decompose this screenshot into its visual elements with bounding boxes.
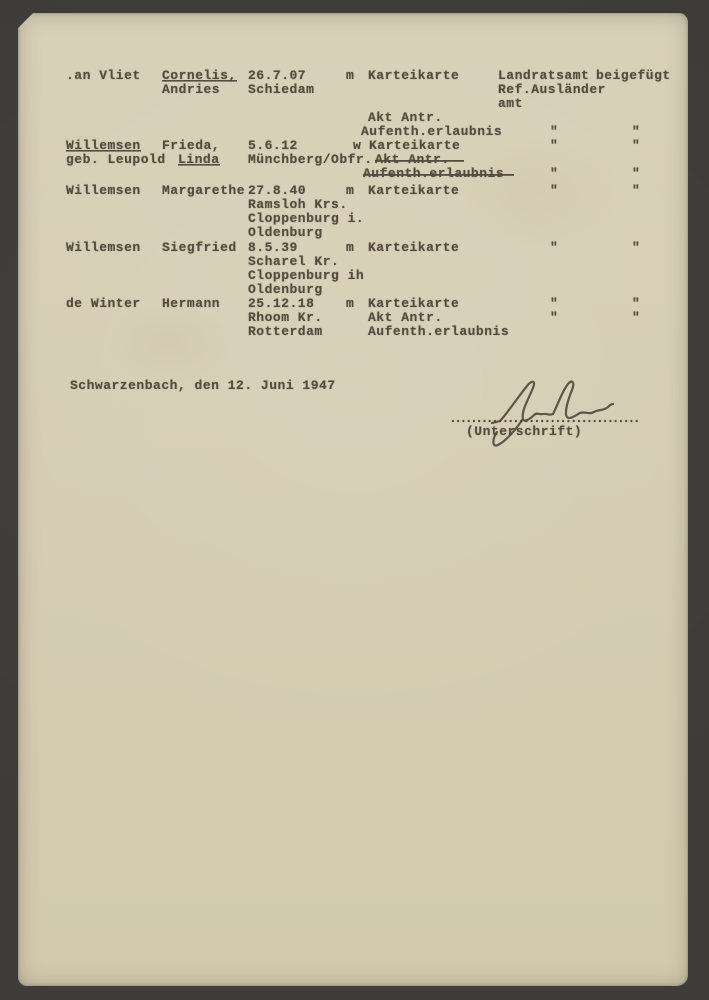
ditto-mark: ": [550, 183, 559, 198]
typed-text: Akt Antr.: [368, 310, 443, 325]
typed-text: Aufenth.erlaubnis: [368, 324, 510, 339]
typed-text: Karteikarte: [368, 68, 460, 83]
typed-text: Münchberg/Obfr.: [248, 152, 373, 167]
dateline: Schwarzenbach, den 12. Juni 1947: [70, 378, 336, 393]
typed-text: Akt Antr.: [375, 153, 464, 167]
typed-text: 27.8.40: [248, 183, 307, 198]
typed-text: beigefügt: [596, 68, 671, 83]
typed-text: Karteikarte: [368, 240, 460, 255]
ditto-mark: ": [632, 166, 641, 181]
ditto-mark: ": [550, 296, 559, 311]
ditto-mark: ": [632, 296, 641, 311]
typed-text: 26.7.07: [248, 68, 307, 83]
typed-text: 25.12.18: [248, 296, 315, 311]
typed-text: Ramsloh Krs.: [248, 197, 348, 212]
paper-corner-fold: [18, 13, 33, 28]
typed-text: Rhoom Kr.: [248, 310, 323, 325]
typed-text: Linda: [178, 152, 220, 167]
signature-caption: (Unterschrift): [466, 424, 583, 439]
typed-text: Landratsamt: [498, 68, 590, 83]
typed-text: .an Vliet: [66, 68, 141, 83]
typed-text: m: [346, 183, 355, 198]
typed-text: Oldenburg: [248, 225, 323, 240]
typed-text: w: [353, 138, 362, 153]
typed-text: Hermann: [162, 296, 221, 311]
typed-text: Willemsen: [66, 240, 141, 255]
typed-text: amt: [498, 96, 523, 111]
typed-text: Karteikarte: [368, 296, 460, 311]
typed-lines: [18, 13, 688, 986]
typed-text: 8.5.39: [248, 240, 298, 255]
typed-text: Aufenth.erlaubnis: [363, 167, 514, 181]
ditto-mark: ": [550, 138, 559, 153]
paper: [18, 13, 688, 986]
ditto-mark: ": [550, 124, 559, 139]
typed-text: Cloppenburg i.: [248, 211, 365, 226]
ditto-mark: ": [550, 166, 559, 181]
typed-text: Karteikarte: [368, 183, 460, 198]
typed-text: Scharel Kr.: [248, 254, 340, 269]
typed-text: Margarethe: [162, 183, 246, 198]
signature-dotted-line: ....................................: [449, 412, 639, 426]
typed-text: geb. Leupold: [66, 152, 166, 167]
ditto-mark: ": [632, 310, 641, 325]
ditto-mark: ": [550, 310, 559, 325]
typed-text: Frieda,: [162, 138, 221, 153]
typed-text: Karteikarte: [369, 138, 461, 153]
typed-text: Akt Antr.: [368, 110, 443, 125]
ditto-mark: ": [550, 240, 559, 255]
typed-text: Andries: [162, 82, 221, 97]
typed-text: m: [346, 296, 355, 311]
ditto-mark: ": [632, 183, 641, 198]
ditto-mark: ": [632, 240, 641, 255]
typed-text: Rotterdam: [248, 324, 323, 339]
typed-text: 5.6.12: [248, 138, 298, 153]
typed-text: Ref.Ausländer: [498, 82, 606, 97]
typed-text: Cloppenburg ih: [248, 268, 365, 283]
typed-text: Siegfried: [162, 240, 237, 255]
typed-text: de Winter: [66, 296, 141, 311]
typed-text: Schiedam: [248, 82, 315, 97]
typed-text: Oldenburg: [248, 282, 323, 297]
ditto-mark: ": [632, 138, 641, 153]
typed-text: m: [346, 240, 355, 255]
typed-text: Aufenth.erlaubnis: [361, 124, 503, 139]
typed-text: Cornelis,: [162, 68, 237, 83]
typed-text: Willemsen: [66, 183, 141, 198]
typed-text: Willemsen: [66, 138, 141, 153]
handwritten-signature: [466, 371, 626, 451]
typed-text: m: [346, 68, 355, 83]
ditto-mark: ": [632, 124, 641, 139]
